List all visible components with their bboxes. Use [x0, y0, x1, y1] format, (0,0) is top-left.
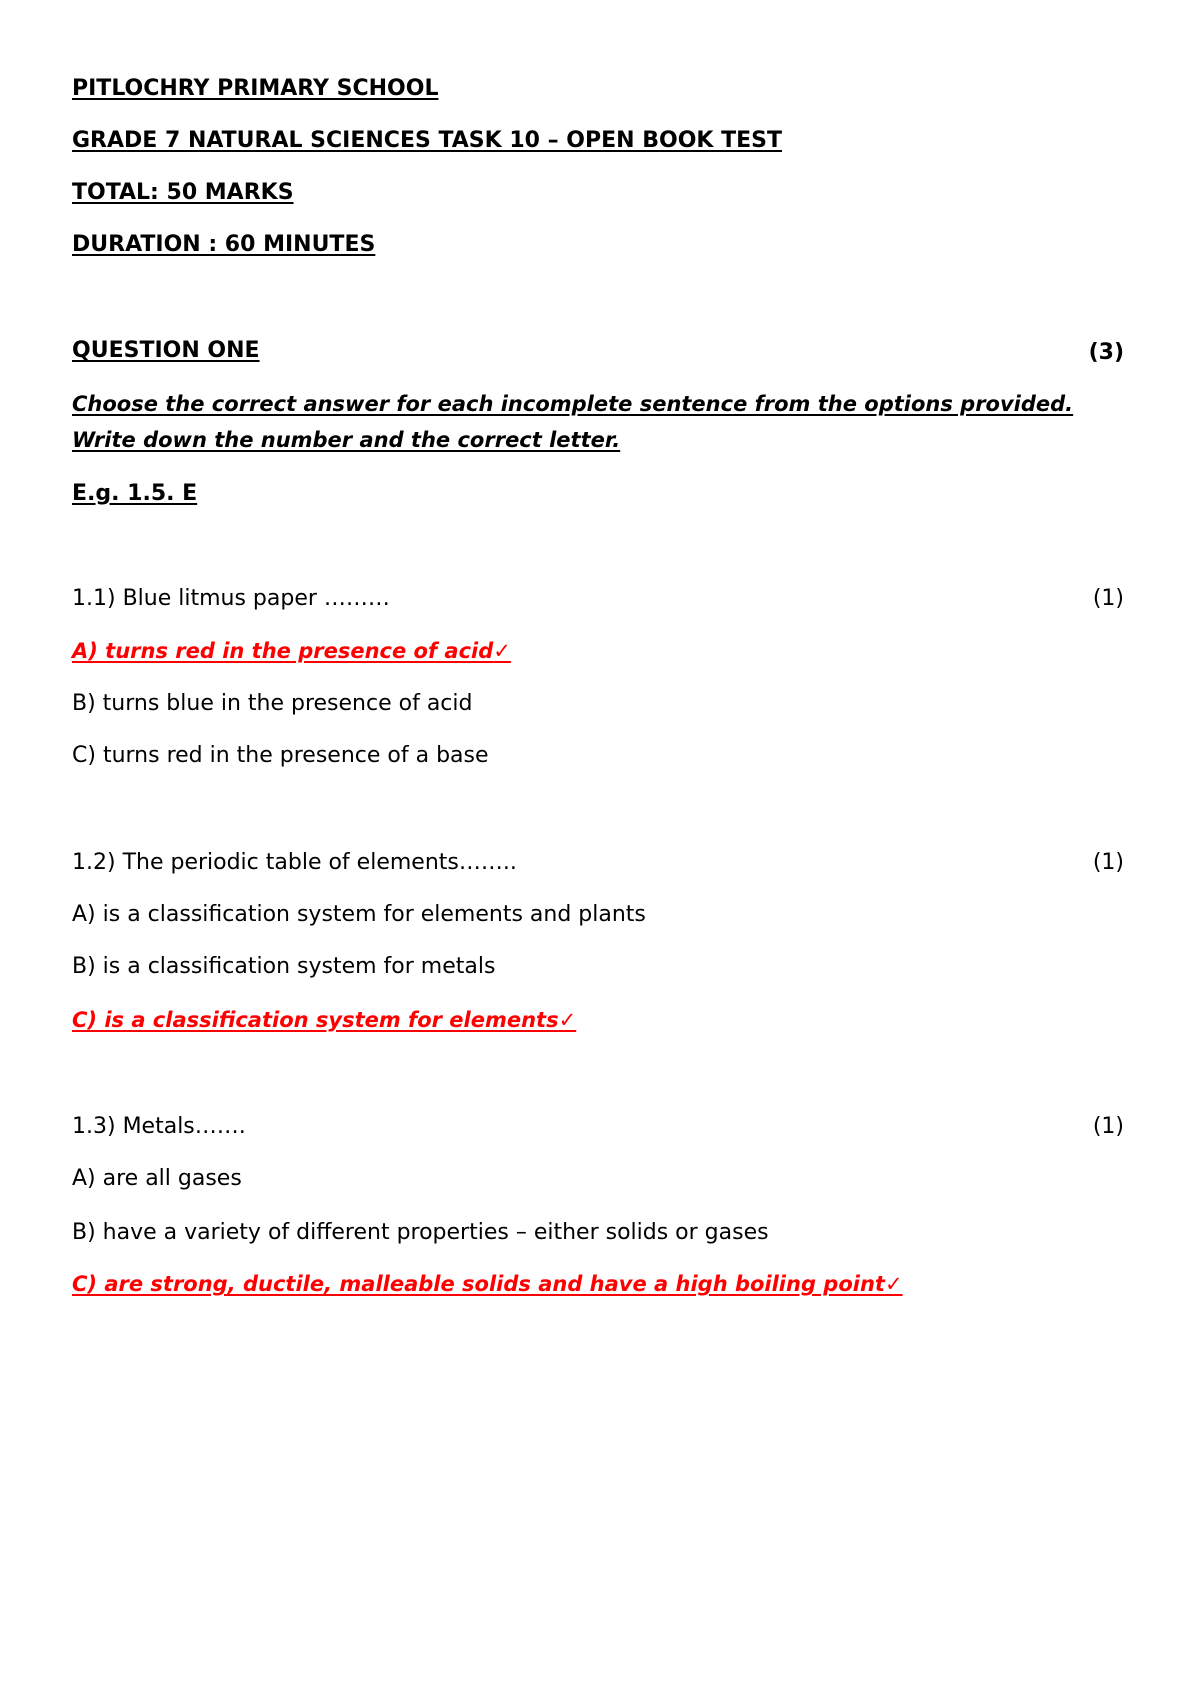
question-1-1-stem: 1.1) Blue litmus paper ………: [72, 586, 390, 611]
tick-icon: ✓: [558, 1008, 577, 1032]
question-1-3-option-a: A) are all gases: [72, 1166, 242, 1191]
instruction-line-1: Choose the correct answer for each incomplete sentence from the options provided.: [72, 392, 1074, 416]
question-1-3-marks: (1): [1092, 1114, 1124, 1139]
question-1-3-option-b: B) have a variety of different properties – either solids or gases: [72, 1220, 769, 1245]
question-1-1-option-b: B) turns blue in the presence of acid: [72, 691, 473, 716]
question-1-2-option-a: A) is a classification system for elements and plants: [72, 902, 646, 927]
question-1-2-stem: 1.2) The periodic table of elements……..: [72, 850, 517, 875]
question-1-1-option-c: C) turns red in the presence of a base: [72, 743, 489, 768]
total-marks: TOTAL: 50 MARKS: [72, 180, 294, 205]
example-answer: E.g. 1.5. E: [72, 481, 198, 506]
question-1-1-marks: (1): [1092, 586, 1124, 611]
question-1-2-option-b: B) is a classification system for metals: [72, 954, 496, 979]
tick-icon: ✓: [493, 639, 511, 663]
question-1-2-marks: (1): [1092, 850, 1124, 875]
question-1-3-option-c-correct: [72, 1274, 903, 1295]
option-text: A) turns red in the presence of acid: [72, 639, 494, 663]
school-name: PITLOCHRY PRIMARY SCHOOL: [72, 76, 439, 101]
instruction-line-2: Write down the number and the correct letter.: [72, 428, 621, 452]
duration: DURATION : 60 MINUTES: [72, 232, 376, 257]
question-one-marks: (3): [1088, 340, 1124, 365]
option-text: C) are strong, ductile, malleable solids and have a high boiling point: [72, 1272, 885, 1296]
question-1-1-option-a-correct: [72, 641, 511, 662]
tick-icon: ✓: [884, 1272, 903, 1296]
question-one-title: QUESTION ONE: [72, 338, 260, 363]
question-1-3-stem: 1.3) Metals…….: [72, 1114, 246, 1139]
option-text: C) is a classification system for elements: [72, 1008, 559, 1032]
task-title: GRADE 7 NATURAL SCIENCES TASK 10 – OPEN BOOK TEST: [72, 128, 782, 153]
question-1-2-option-c-correct: [72, 1010, 576, 1031]
